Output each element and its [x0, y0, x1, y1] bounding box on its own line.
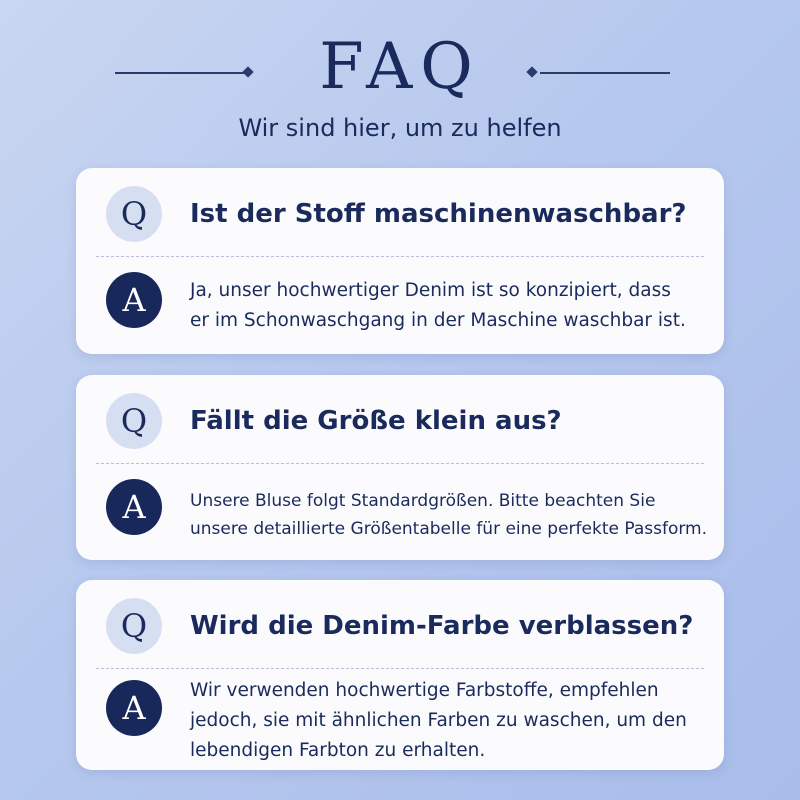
card-divider	[96, 463, 704, 464]
faq-header	[0, 0, 800, 160]
answer-line: er im Schonwaschgang in der Maschine waschbar ist.	[190, 310, 686, 331]
faq-question: Wird die Denim-Farbe verblassen?	[190, 611, 694, 641]
page-title: FAQ	[319, 30, 481, 104]
card-divider	[96, 668, 704, 669]
answer-line: Unsere Bluse folgt Standardgrößen. Bitte beachten Sie	[190, 491, 656, 511]
answer-badge-icon: A	[106, 479, 162, 535]
card-divider	[96, 256, 704, 257]
faq-answer	[190, 487, 715, 543]
faq-card	[76, 168, 724, 354]
faq-card	[76, 375, 724, 560]
faq-card	[76, 580, 724, 770]
page-subtitle: Wir sind hier, um zu helfen	[238, 114, 562, 142]
answer-line: Wir verwenden hochwertige Farbstoffe, empfehlen	[190, 680, 659, 701]
question-badge-icon: Q	[106, 598, 162, 654]
faq-answer	[190, 676, 715, 766]
answer-line: lebendigen Farbton zu erhalten.	[190, 740, 486, 761]
answer-badge-icon: A	[106, 680, 162, 736]
faq-answer	[190, 276, 715, 336]
decorative-rule-right	[540, 72, 670, 74]
faq-question: Fällt die Größe klein aus?	[190, 406, 562, 436]
question-badge-icon: Q	[106, 393, 162, 449]
answer-badge-icon: A	[106, 272, 162, 328]
faq-question: Ist der Stoff maschinenwaschbar?	[190, 199, 687, 229]
answer-line: unsere detaillierte Größentabelle für eine perfekte Passform.	[190, 519, 708, 539]
question-badge-icon: Q	[106, 186, 162, 242]
answer-line: jedoch, sie mit ähnlichen Farben zu waschen, um den	[190, 710, 687, 731]
answer-line: Ja, unser hochwertiger Denim ist so konzipiert, dass	[190, 280, 671, 301]
